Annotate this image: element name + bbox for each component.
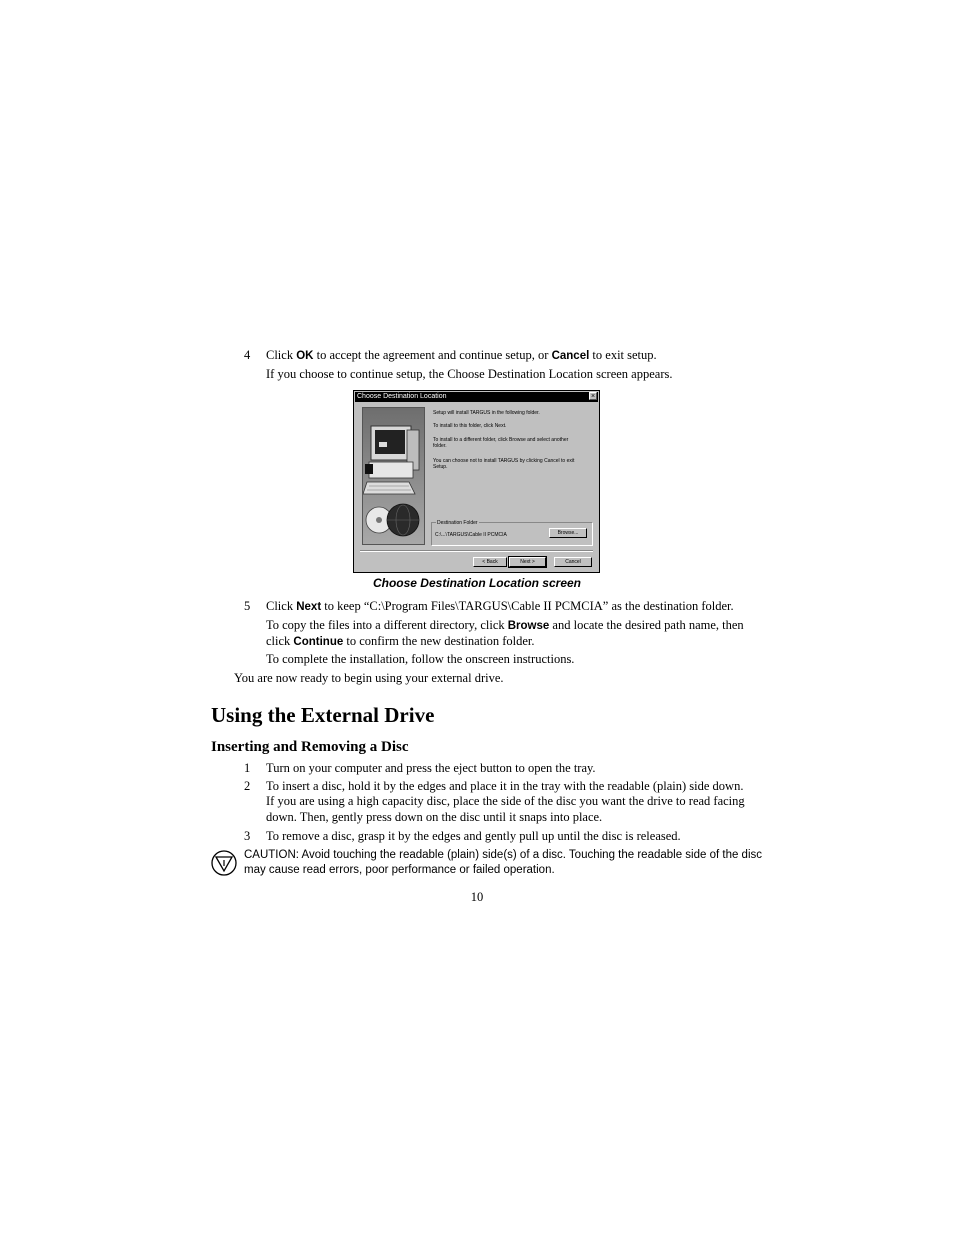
text: To copy the files into a different directory, click	[266, 618, 505, 632]
dialog-text-3: To install to a different folder, click Browse and select another folder.	[433, 437, 569, 449]
caution-line-2: may cause read errors, poor performance or failed operation.	[244, 864, 555, 876]
back-button[interactable]: < Back	[473, 557, 507, 567]
destination-folder-label: Destination Folder	[437, 520, 478, 526]
text: Click	[266, 348, 294, 362]
figure-caption: Choose Destination Location screen	[372, 576, 582, 590]
step-number: 2	[244, 779, 251, 793]
list-item: If you are using a high capacity disc, place the side of the disc you want the drive to read facing	[266, 794, 745, 808]
text: to accept the agreement and continue setup, or	[316, 348, 549, 362]
page-number: 10	[470, 890, 484, 904]
close-icon[interactable]: ×	[590, 393, 596, 400]
browse-keyword: Browse	[507, 620, 550, 632]
list-item: To insert a disc, hold it by the edges and place it in the tray with the readable (plain) side down.	[266, 779, 744, 793]
dialog-text-4: You can choose not to install TARGUS by clicking Cancel to exit Setup.	[433, 458, 575, 470]
text: to keep “C:\Program Files\TARGUS\Cable II PCMCIA” as the destination folder.	[324, 599, 734, 613]
ready-text: You are now ready to begin using your external drive.	[234, 671, 504, 685]
cancel-keyword: Cancel	[551, 350, 590, 362]
step-5-complete: To complete the installation, follow the onscreen instructions.	[266, 652, 575, 666]
step-4-followup: If you choose to continue setup, the Choose Destination Location screen appears.	[266, 367, 673, 381]
caution-line-1: CAUTION: Avoid touching the readable (plain) side(s) of a disc. Touching the readable side of the disc	[244, 849, 763, 861]
next-keyword: Next	[296, 601, 322, 613]
next-button[interactable]: Next >	[509, 557, 546, 567]
choose-destination-dialog	[353, 390, 600, 573]
step-5-copy-line-2	[266, 633, 535, 650]
list-item: Turn on your computer and press the eject button to open the tray.	[266, 761, 596, 775]
step-number: 3	[244, 829, 251, 843]
ok-keyword: OK	[296, 350, 314, 362]
dialog-text-1: Setup will install TARGUS in the following folder.	[433, 410, 540, 416]
text: Click	[266, 599, 294, 613]
list-item: down. Then, gently press down on the disc until it snaps into place.	[266, 810, 603, 824]
text: to exit setup.	[592, 348, 657, 362]
subsection-title: Inserting and Removing a Disc	[211, 739, 409, 755]
step-5-copy-line-1	[266, 617, 744, 634]
setup-artwork	[362, 407, 425, 545]
step-number: 4	[244, 348, 251, 362]
step-5-text	[266, 598, 734, 615]
caution-text	[244, 848, 762, 878]
computer-illustration-icon	[363, 408, 424, 544]
browse-button[interactable]: Browse...	[549, 528, 587, 538]
text: and locate the desired path name, then	[552, 618, 744, 632]
step-number: 5	[244, 599, 251, 613]
dialog-title: Choose Destination Location	[355, 392, 598, 402]
text: to confirm the new destination folder.	[346, 634, 535, 648]
caution-icon	[211, 849, 237, 877]
cancel-button[interactable]: Cancel	[554, 557, 592, 567]
continue-keyword: Continue	[293, 636, 344, 648]
dialog-separator	[360, 550, 593, 552]
destination-path: C:\...\TARGUS\Cable II PCMCIA	[435, 532, 507, 538]
step-4-text	[266, 347, 657, 364]
section-title: Using the External Drive	[211, 703, 435, 727]
list-item: To remove a disc, grasp it by the edges and gently pull up until the disc is released.	[266, 829, 681, 843]
step-number: 1	[244, 761, 251, 775]
text: click	[266, 634, 291, 648]
dialog-text-2: To install to this folder, click Next.	[433, 423, 507, 429]
